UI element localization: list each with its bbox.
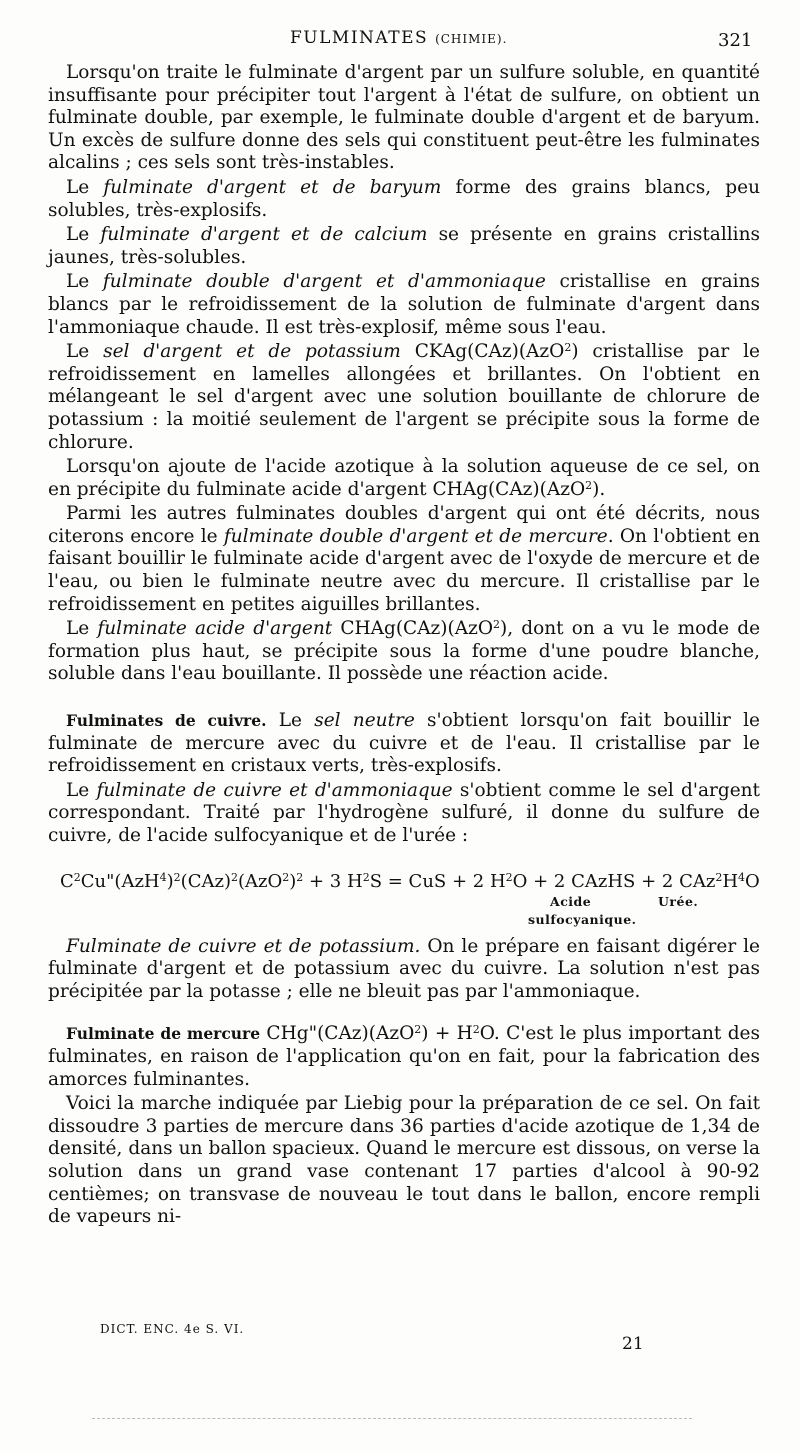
section-fulminate-mercure: Fulminate de mercure CHg"(CAz)(AzO$^2$) + $H^2O$. C'est le plus important des fulminates, en raison de l'application qu'on en fait, pour la fabrication des amorces fulminantes.: [48, 1023, 760, 1090]
header-title: FULMINATES: [290, 28, 429, 48]
paragraph-11: Fulminate de cuivre et de potassium. On le prépare en faisant digérer le fulminate d'argent et de potassium avec du cuivre. La solution n'est pas précipitée par la potasse ; elle ne bleuit pas par l'ammoniaque.: [48, 935, 760, 1002]
paragraph-1: Lorsqu'on traite le fulminate d'argent par un sulfure soluble, en quantité insuffisante pour précipiter tout l'argent à l'état de sulfure, on obtient un fulminate double, par exemple, le fulminate double d'argent et de baryum. Un excès de sulfure donne des sels qui constituent peut-être les fulminates alcalins ; ces sels sont très-instables.: [48, 62, 760, 174]
label-acide: Acide: [550, 893, 592, 909]
section-fulminates-cuivre: Fulminates de cuivre. Le sel neutre s'obtient lorsqu'on fait bouillir le fulminate de mercure avec du cuivre et de l'eau. Il cristallise par le refroidissement en cristaux verts, très-explosifs.: [48, 710, 760, 777]
running-head: [0, 28, 800, 58]
paragraph-10: Le fulminate de cuivre et d'ammoniaque s'obtient comme le sel d'argent correspondant. Traité par l'hydrogène sulfuré, il donne du sulfure de cuivre, de l'acide sulfocyanique et de l'urée :: [48, 779, 760, 846]
paragraph-3: Le fulminate d'argent et de calcium se présente en grains cristallins jaunes, très-solubles.: [48, 224, 760, 268]
footer-sheet-number: 21: [622, 1334, 644, 1354]
label-uree: Urée.: [658, 893, 699, 909]
section-heading-mercure: Fulminate de mercure: [66, 1024, 261, 1044]
paragraph-7: Parmi les autres fulminates doubles d'argent qui ont été décrits, nous citerons encore le fulminate double d'argent et de mercure. On l'obtient en faisant bouillir le fulminate acide d'argent avec de l'oxyde de mercure et de l'eau, ou bien le fulminate neutre avec du mercure. Il cristallise par le refroidissement en petites aiguilles brillantes.: [48, 503, 760, 615]
chemical-equation: $C^2Cu"(AzH^4)^2(CAz)^2(AzO^2)^2 + 3$ $H^2S$ = CuS + 2 $H^2O + 2$ CAzHS + 2 $CAz^2H^4O$: [60, 870, 760, 892]
page-header-title: [290, 28, 507, 48]
paragraph-13: Voici la marche indiquée par Liebig pour la préparation de ce sel. On fait dissoudre 3 parties de mercure dans 36 parties d'acide azotique de 1,34 de densité, dans un ballon spacieux. Quand le mercure est dissous, on verse la solution dans un grand vase contenant 17 parties d'alcool à 90-92 centièmes; on transvase de nouveau le tout dans le ballon, encore rempli de vapeurs ni-: [48, 1093, 760, 1228]
page-number: 321: [718, 30, 753, 51]
equation-labels: [48, 894, 760, 936]
footer-signature-mark: DICT. ENC. 4e S. VI.: [100, 1322, 245, 1336]
header-subtitle: (CHIMIE).: [435, 32, 508, 46]
paragraph-4: Le fulminate double d'argent et d'ammoniaque cristallise en grains blancs par le refroidissement de la solution de fulminate d'argent dans l'ammoniaque chaude. Il est très-explosif, même sous l'eau.: [48, 271, 760, 338]
paragraph-5: Le sel d'argent et de potassium CKAg(CAz)(AzO$^2$) cristallise par le refroidissement en lamelles allongées et brillantes. On l'obtient en mélangeant le sel d'argent avec une solution bouillante de chlorure de potassium : la moitié seulement de l'argent se précipite sous la forme de chlorure.: [48, 341, 760, 453]
paragraph-8: Le fulminate acide d'argent CHAg(CAz)(AzO$^2$), dont on a vu le mode de formation plus haut, se précipite sous la forme d'une poudre blanche, soluble dans l'eau bouillante. Il possède une réaction acide.: [48, 618, 761, 685]
main-text: [48, 62, 760, 1229]
label-sulfocyanique: sulfocyanique.: [528, 911, 637, 927]
page-trim-line: [92, 1418, 692, 1419]
paragraph-2: Le fulminate d'argent et de baryum forme des grains blancs, peu solubles, très-explosifs.: [48, 176, 760, 221]
paragraph-6: Lorsqu'on ajoute de l'acide azotique à la solution aqueuse de ce sel, on en précipite du fulminate acide d'argent CHAg(CAz)(AzO$^2$).: [48, 456, 760, 500]
section-heading-cuivre: Fulminates de cuivre.: [66, 711, 267, 731]
